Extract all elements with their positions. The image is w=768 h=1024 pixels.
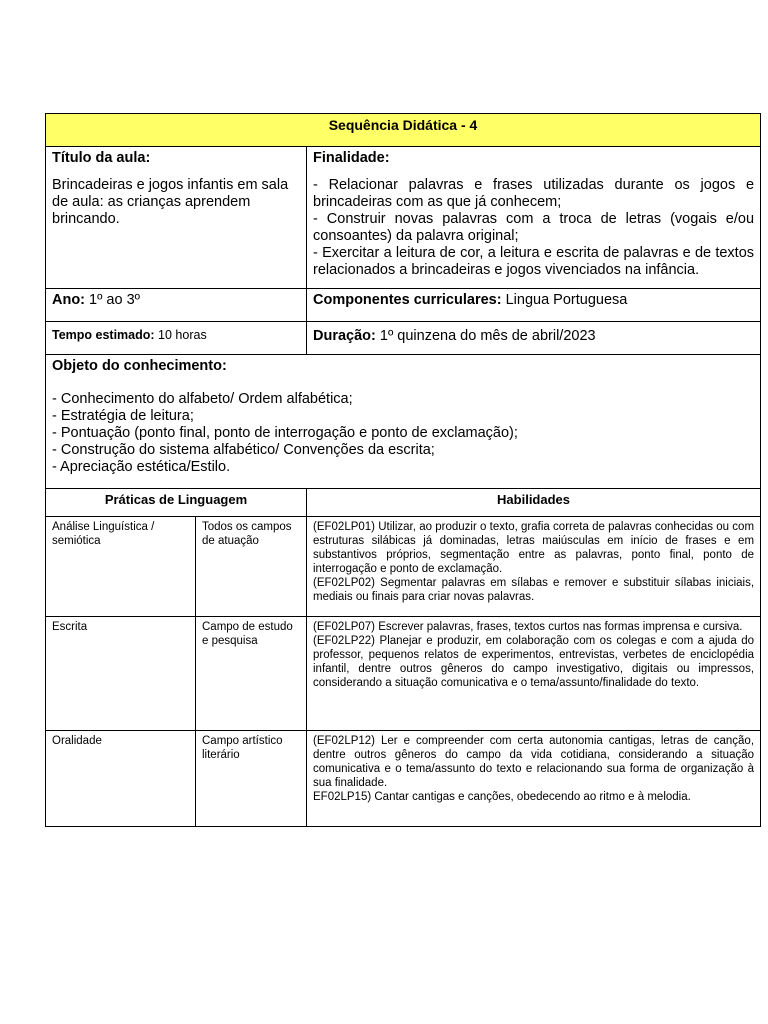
ano-row: [46, 289, 761, 322]
habilidades-cell: [307, 517, 761, 617]
objeto-label: Objeto do conhecimento:: [52, 358, 227, 374]
objeto-item: - Apreciação estética/Estilo.: [52, 459, 231, 475]
habilidades-cell: [307, 731, 761, 827]
campo-cell: Campo artístico literário: [196, 731, 307, 827]
habilidades-header-row: [46, 489, 761, 517]
ano-value: 1º ao 3º: [89, 292, 140, 308]
habilidade-item: (EF02LP02) Segmentar palavras em sílabas e remover e substituir sílabas iniciais, mediais ou finais para criar novas palavras.: [313, 577, 755, 603]
table-row: [46, 731, 761, 827]
document-title: Sequência Didática - 4: [46, 114, 761, 147]
duracao-cell: [307, 322, 761, 355]
aula-label: Título da aula:: [52, 150, 151, 166]
objeto-item: - Estratégia de leitura;: [52, 408, 194, 424]
tempo-label: Tempo estimado:: [52, 328, 155, 342]
habilidades-header: Habilidades: [307, 489, 761, 517]
praticas-header: Práticas de Linguagem: [46, 489, 307, 517]
campo-cell: Todos os campos de atuação: [196, 517, 307, 617]
objeto-list: [52, 391, 754, 476]
campo-cell: Campo de estudo e pesquisa: [196, 617, 307, 731]
objeto-item: - Conhecimento do alfabeto/ Ordem alfabética;: [52, 391, 353, 407]
duracao-value: 1º quinzena do mês de abril/2023: [379, 328, 596, 344]
tempo-cell: [46, 322, 307, 355]
tempo-row: [46, 322, 761, 355]
habilidade-item: (EF02LP12) Ler e compreender com certa autonomia cantigas, letras de canção, dentre outros gêneros do campo da vida cotidiana, considerando a situação comunicativa e o tema/assunto do texto e relacionando sua forma de organização à sua finalidade.: [313, 735, 755, 789]
tempo-value: 10 horas: [158, 328, 207, 342]
habilidade-item: (EF02LP07) Escrever palavras, frases, textos curtos nas formas imprensa e cursiva.: [313, 621, 743, 633]
aula-cell: [46, 147, 307, 289]
pratica-cell: Análise Linguística / semiótica: [46, 517, 196, 617]
componentes-cell: [307, 289, 761, 322]
finalidade-item: - Exercitar a leitura de cor, a leitura e escrita de palavras e de textos relacionados a brincadeiras e jogos vivenciados na infância.: [313, 245, 755, 278]
habilidade-item: (EF02LP22) Planejar e produzir, em colaboração com os colegas e com a ajuda do professor, pequenos relatos de experimentos, entrevistas, verbetes de enciclopédia infantil, dentre outros gêneros do campo investigativo, digitais ou impressos, considerando a situação comunicativa e o tema/assunto/finalidade do texto.: [313, 635, 755, 689]
ano-cell: [46, 289, 307, 322]
ano-label: Ano:: [52, 292, 86, 308]
componentes-value: Lingua Portuguesa: [505, 292, 628, 308]
table-row: [46, 617, 761, 731]
duracao-label: Duração:: [313, 328, 376, 344]
aula-text: Brincadeiras e jogos infantis em sala de aula: as crianças aprendem brincando.: [52, 177, 289, 227]
finalidade-item: - Relacionar palavras e frases utilizadas durante os jogos e brincadeiras com as que já conhecem;: [313, 177, 755, 210]
objeto-item: - Pontuação (ponto final, ponto de interrogação e ponto de exclamação);: [52, 425, 518, 441]
aula-finalidade-row: [46, 147, 761, 289]
habilidades-cell: [307, 617, 761, 731]
pratica-cell: Oralidade: [46, 731, 196, 827]
sequencia-table: [45, 113, 761, 827]
habilidade-item: EF02LP15) Cantar cantigas e canções, obedecendo ao ritmo e à melodia.: [313, 791, 691, 803]
title-row: [46, 114, 761, 147]
habilidade-item: (EF02LP01) Utilizar, ao produzir o texto, grafia correta de palavras conhecidas ou com estruturas silábicas já dominadas, letras maiúsculas em início de frases e em substantivos próprios, segmentação entre as palavras, ponto final, ponto de interrogação e ponto de exclamação.: [313, 521, 755, 575]
finalidade-item: - Construir novas palavras com a troca de letras (vogais e/ou consoantes) da palavra original;: [313, 211, 755, 244]
objeto-cell: [46, 355, 761, 489]
pratica-cell: Escrita: [46, 617, 196, 731]
finalidade-label: Finalidade:: [313, 150, 390, 166]
objeto-item: - Construção do sistema alfabético/ Convenções da escrita;: [52, 442, 435, 458]
table-row: [46, 517, 761, 617]
objeto-row: [46, 355, 761, 489]
componentes-label: Componentes curriculares:: [313, 292, 502, 308]
finalidade-cell: [307, 147, 761, 289]
